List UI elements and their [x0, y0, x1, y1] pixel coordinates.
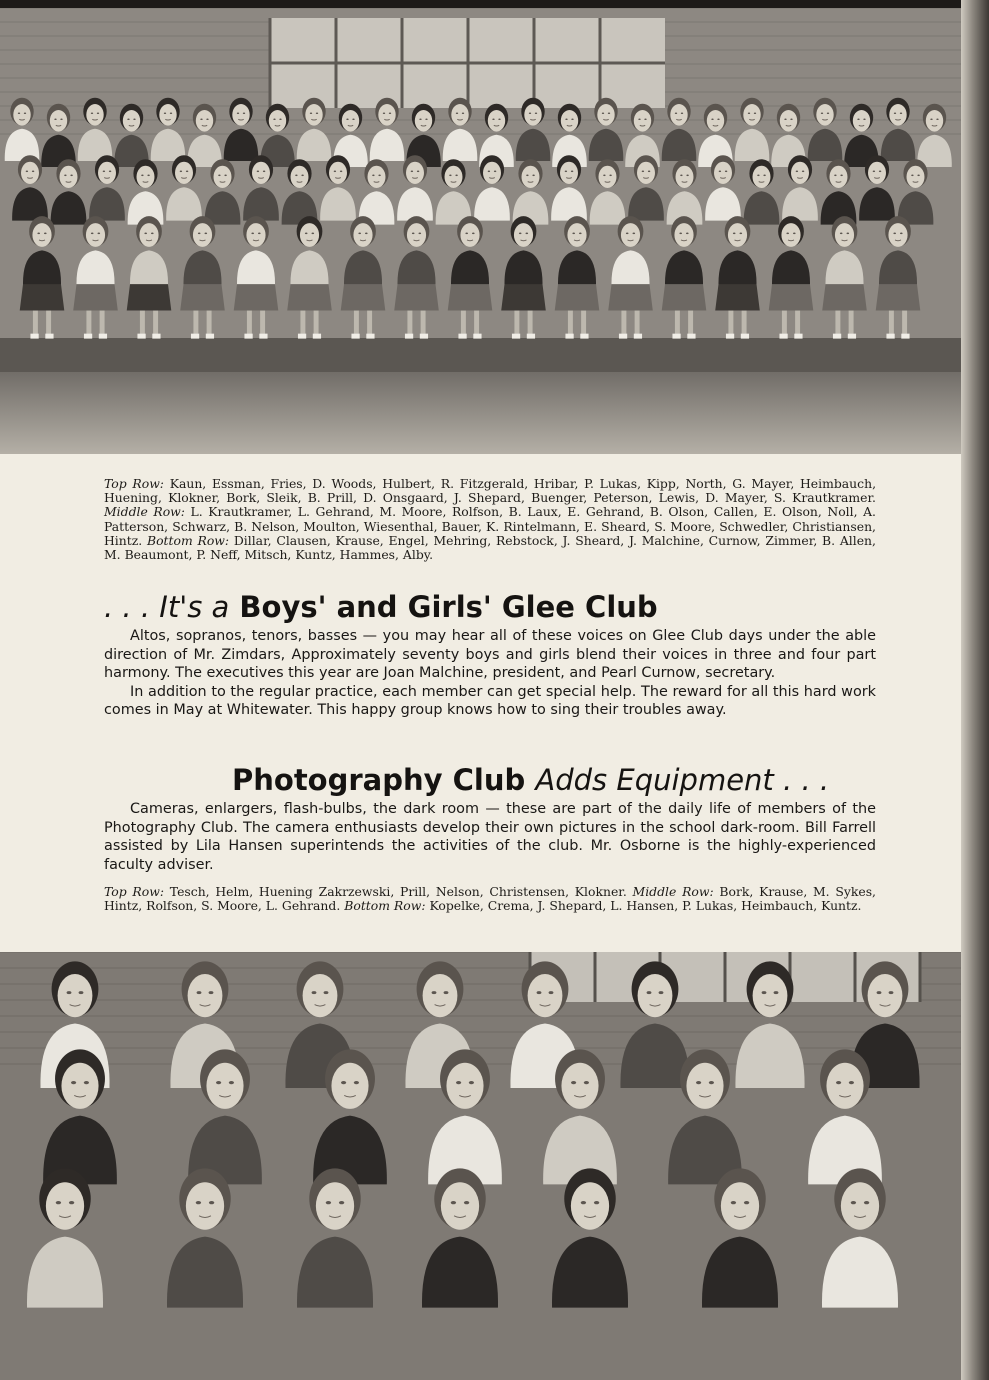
glee-club-photo: [0, 8, 961, 454]
top-row-names: Kaun, Essman, Fries, D. Woods, Hulbert, R. Fitzgerald, Hribar, P. Lukas, Kipp, North, G. Mayer, Heimbauch, Huening, Klokner, Bork, Sleik, B. Prill, D. Onsgaard, J. Shepard, Buenger, Peterson, Lewis, D. Mayer, S. Krautkramer.: [104, 476, 877, 506]
middle-row-names: Bork, Krause, M. Sykes, Hintz, Rolfson, S. Moore, L. Gehrand.: [104, 884, 876, 914]
middle-row-names: L. Krautkramer, L. Gehrand, M. Moore, Rolfson, B. Laux, E. Gehrand, B. Olson, Callen, E. Olson, Noll, A. Patterson, Schwarz, B. Nelson, Moulton, Wiesenthal, Bauer, K. Rintelmann, E. Sheard, S. Moore, Schwedler, Christiansen, Hintz.: [104, 504, 876, 548]
glee-club-heading-italic: . . . It's a: [104, 590, 230, 624]
middle-row-label: Middle Row:: [104, 504, 185, 520]
photography-club-article: [104, 800, 876, 874]
top-row-label: Top Row:: [104, 476, 164, 491]
glee-club-paragraph-2: In addition to the regular practice, each member can get special help. The reward for all this hard work comes in May at Whitewater. This happy group knows how to sing their troubles away.: [104, 683, 876, 718]
bottom-row-names: Kopelke, Crema, J. Shepard, L. Hansen, P. Lukas, Heimbauch, Kuntz.: [429, 898, 862, 914]
photography-club-photo: [0, 952, 961, 1380]
photography-club-caption: [104, 885, 876, 913]
top-row-label: Top Row:: [104, 884, 165, 899]
glee-club-paragraph-1: Altos, sopranos, tenors, basses — you may hear all of these voices on Glee Club days under the able direction of Mr. Zimdars, Approximately seventy boys and girls blend their voices in three and four part harmony. The executives this year are Joan Malchine, president, and Pearl Curnow, secretary.: [104, 628, 876, 681]
photography-club-paragraph-1: Cameras, enlargers, flash-bulbs, the dark room — these are part of the daily life of members of the Photography Club. The camera enthusiasts develop their own pictures in the school dark-room. Bill Farrell assisted by Lila Hansen superintends the activities of the club. Mr. Osborne is the highly-experienced faculty adviser.: [104, 801, 876, 873]
bottom-row-label: Bottom Row:: [146, 532, 230, 548]
middle-row-label: Middle Row:: [632, 884, 714, 899]
photography-club-heading-italic: Adds Equipment . . .: [535, 763, 830, 797]
photography-club-heading: [232, 763, 829, 797]
glee-club-photo-image: [0, 8, 961, 454]
gym-floor: [0, 368, 961, 454]
top-row-names: Tesch, Helm, Huening Zakrzewski, Prill, Nelson, Christensen, Klokner.: [169, 884, 627, 899]
glee-club-heading-bold: Boys' and Girls' Glee Club: [239, 590, 658, 624]
glee-club-heading: [104, 590, 658, 624]
glee-club-article: [104, 627, 876, 720]
bottom-row-label: Bottom Row:: [344, 898, 426, 914]
bottom-row-names: Dillar, Clausen, Krause, Engel, Mehring, Rebstock, J. Sheard, J. Malchine, Curnow, Zimmer, B. Allen, M. Beaumont, P. Neff, Mitsch, Kuntz, Hammes, Alby.: [104, 532, 876, 563]
glee-club-caption: [104, 477, 876, 562]
photography-club-photo-image: [0, 952, 961, 1380]
photography-club-heading-bold: Photography Club: [232, 763, 526, 797]
bench: [0, 338, 961, 372]
binding-edge: [961, 0, 989, 1380]
